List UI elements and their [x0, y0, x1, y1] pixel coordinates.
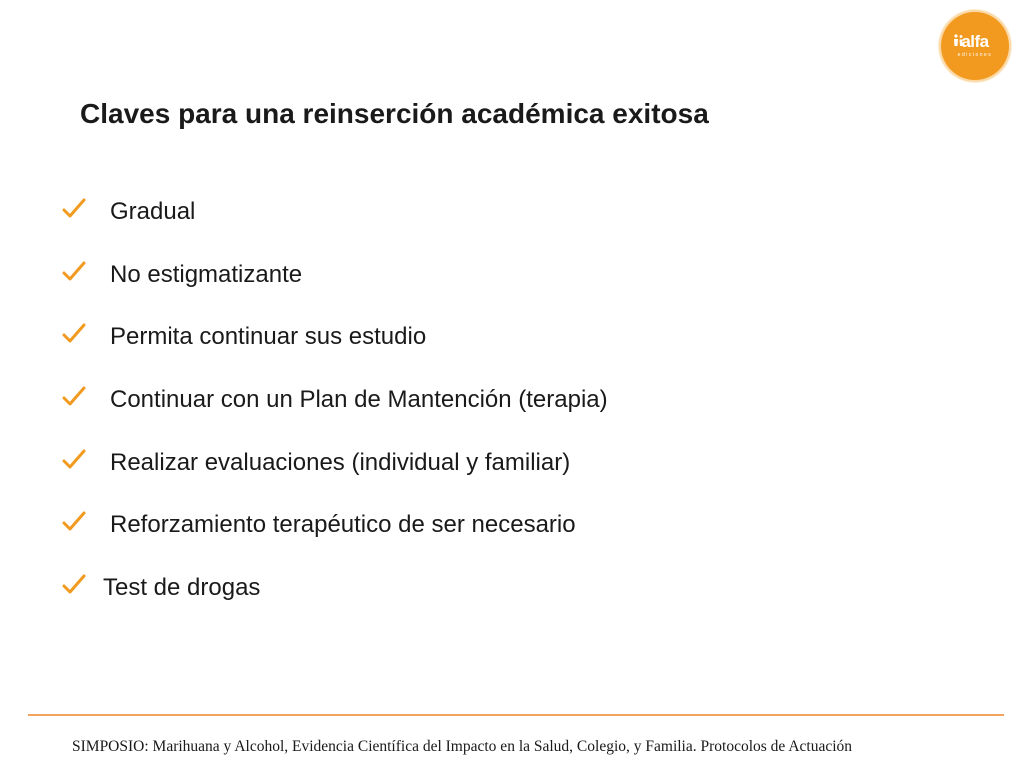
bullet-label: Realizar evaluaciones (individual y familiar)	[110, 448, 571, 476]
logo-subtitle: ediciones	[957, 52, 993, 58]
checkmark-icon	[62, 449, 86, 471]
footer-divider	[28, 714, 1004, 716]
slide-title: Claves para una reinserción académica exitosa	[80, 98, 709, 129]
publisher-logo	[941, 12, 1009, 80]
bullet-label: Continuar con un Plan de Mantención (terapia)	[110, 386, 608, 414]
bullet-label: No estigmatizante	[110, 260, 303, 288]
checkmark-icon	[62, 261, 86, 283]
checkmark-icon	[62, 574, 86, 596]
logo-wordmark: alfa	[961, 32, 989, 51]
checkmark-icon	[62, 511, 86, 533]
checkmark-icon	[62, 386, 86, 408]
bullet-label: Reforzamiento terapéutico de ser necesario	[110, 511, 576, 539]
footer-caption: SIMPOSIO: Marihuana y Alcohol, Evidencia Científica del Impacto en la Salud, Colegio, y Familia. Protocolos de Actuación	[72, 738, 853, 755]
bullet-label: Gradual	[110, 198, 196, 225]
bullet-label: Test de drogas	[103, 574, 261, 602]
bullet-label: Permita continuar sus estudio	[110, 323, 427, 351]
checkmark-icon	[62, 198, 86, 220]
checkmark-icon	[62, 323, 86, 345]
